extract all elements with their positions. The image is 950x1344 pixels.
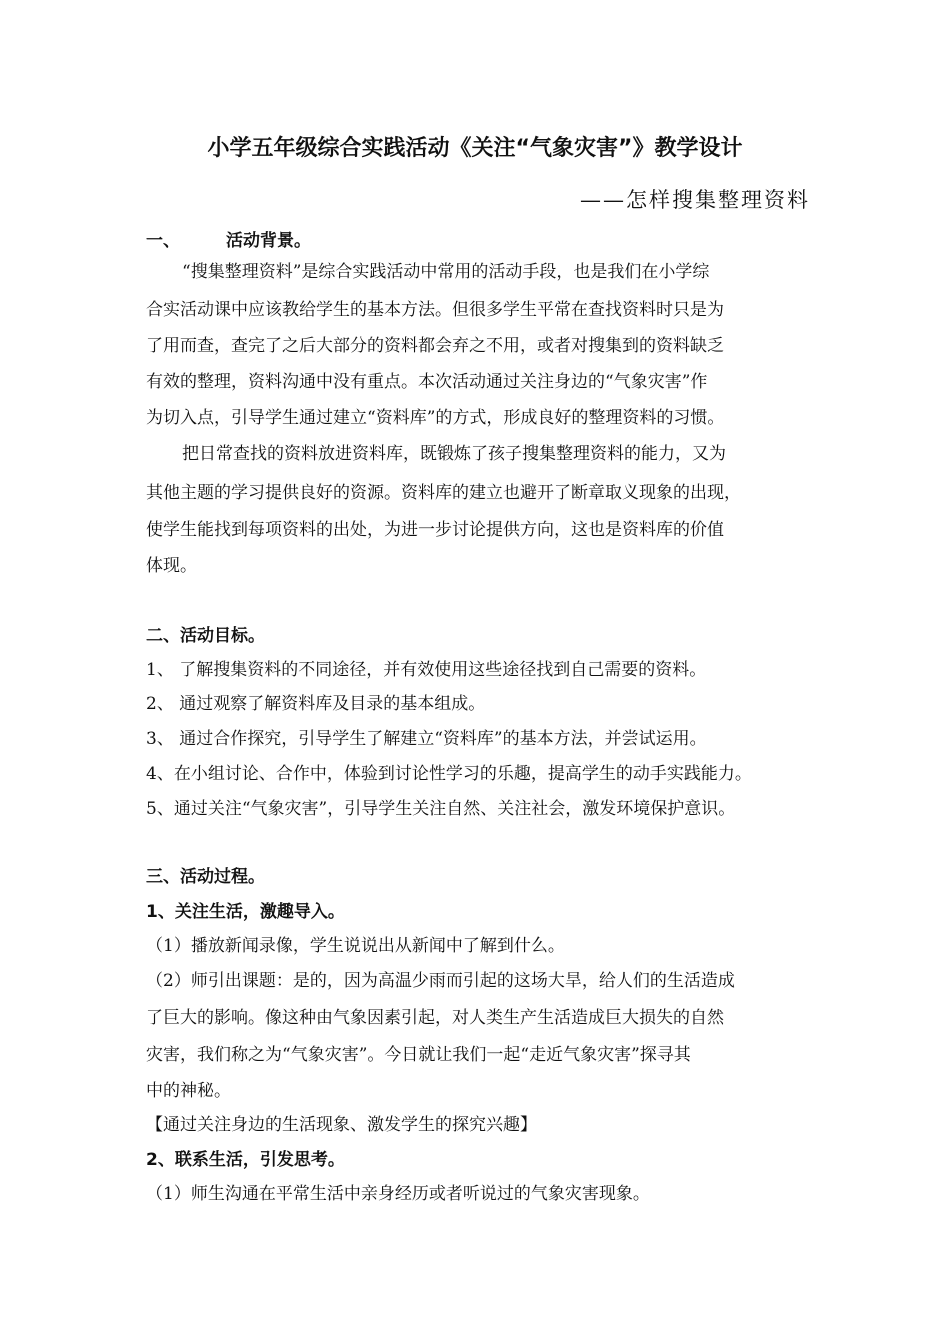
paragraph-line: “搜集整理资料”是综合实践活动中常用的活动手段，也是我们在小学综 bbox=[182, 262, 710, 282]
step-item: 了巨大的影响。像这种由气象因素引起，对人类生产生活造成巨大损失的自然 bbox=[146, 1008, 724, 1028]
paragraph-line: 了用而查，查完了之后大部分的资料都会弃之不用，或者对搜集到的资料缺乏 bbox=[146, 336, 724, 356]
step-item: （1）播放新闻录像，学生说说出从新闻中了解到什么。 bbox=[146, 936, 565, 956]
paragraph-line: 把日常查找的资料放进资料库，既锻炼了孩子搜集整理资料的能力，又为 bbox=[182, 444, 726, 464]
section-1-number: 一、 bbox=[146, 231, 180, 251]
paragraph-line: 为切入点，引导学生通过建立“资料库”的方式，形成良好的整理资料的习惯。 bbox=[146, 408, 725, 428]
step-2-heading: 2、联系生活，引发思考。 bbox=[146, 1150, 345, 1170]
step-item: （2）师引出课题：是的，因为高温少雨而引起的这场大旱，给人们的生活造成 bbox=[146, 971, 735, 991]
paragraph-line: 合实活动课中应该教给学生的基本方法。但很多学生平常在查找资料时只是为 bbox=[146, 300, 724, 320]
step-item: 灾害，我们称之为“气象灾害”。今日就让我们一起“走近气象灾害”探寻其 bbox=[146, 1045, 691, 1065]
goal-item: 2、 通过观察了解资料库及目录的基本组成。 bbox=[146, 694, 486, 714]
paragraph-line: 体现。 bbox=[146, 556, 197, 576]
paragraph-line: 使学生能找到每项资料的出处，为进一步讨论提供方向，这也是资料库的价值 bbox=[146, 520, 724, 540]
section-1-title: 活动背景。 bbox=[226, 231, 311, 251]
goal-item: 4、在小组讨论、合作中，体验到讨论性学习的乐趣，提高学生的动手实践能力。 bbox=[146, 764, 752, 784]
document-title: 小学五年级综合实践活动《关注“气象灾害”》教学设计 bbox=[207, 136, 743, 161]
goal-item: 1、 了解搜集资料的不同途径，并有效使用这些途径找到自己需要的资料。 bbox=[146, 660, 707, 680]
paragraph-line: 其他主题的学习提供良好的资源。资料库的建立也避开了断章取义现象的出现， bbox=[146, 483, 741, 503]
goal-item: 5、通过关注“气象灾害”，引导学生关注自然、关注社会，激发环境保护意识。 bbox=[146, 799, 736, 819]
step-item: （1）师生沟通在平常生活中亲身经历或者听说过的气象灾害现象。 bbox=[146, 1184, 650, 1204]
section-3-heading: 三、活动过程。 bbox=[146, 867, 265, 887]
step-1-heading: 1、关注生活，激趣导入。 bbox=[146, 902, 345, 922]
goal-item: 3、 通过合作探究，引导学生了解建立“资料库”的基本方法，并尝试运用。 bbox=[146, 729, 707, 749]
step-note: 【通过关注身边的生活现象、激发学生的探究兴趣】 bbox=[146, 1115, 537, 1135]
paragraph-line: 有效的整理，资料沟通中没有重点。本次活动通过关注身边的“气象灾害”作 bbox=[146, 372, 708, 392]
step-item: 中的神秘。 bbox=[146, 1081, 231, 1101]
document-subtitle: ——怎样搜集整理资料 bbox=[580, 188, 810, 212]
section-1-heading bbox=[146, 226, 826, 256]
section-2-heading: 二、活动目标。 bbox=[146, 626, 265, 646]
